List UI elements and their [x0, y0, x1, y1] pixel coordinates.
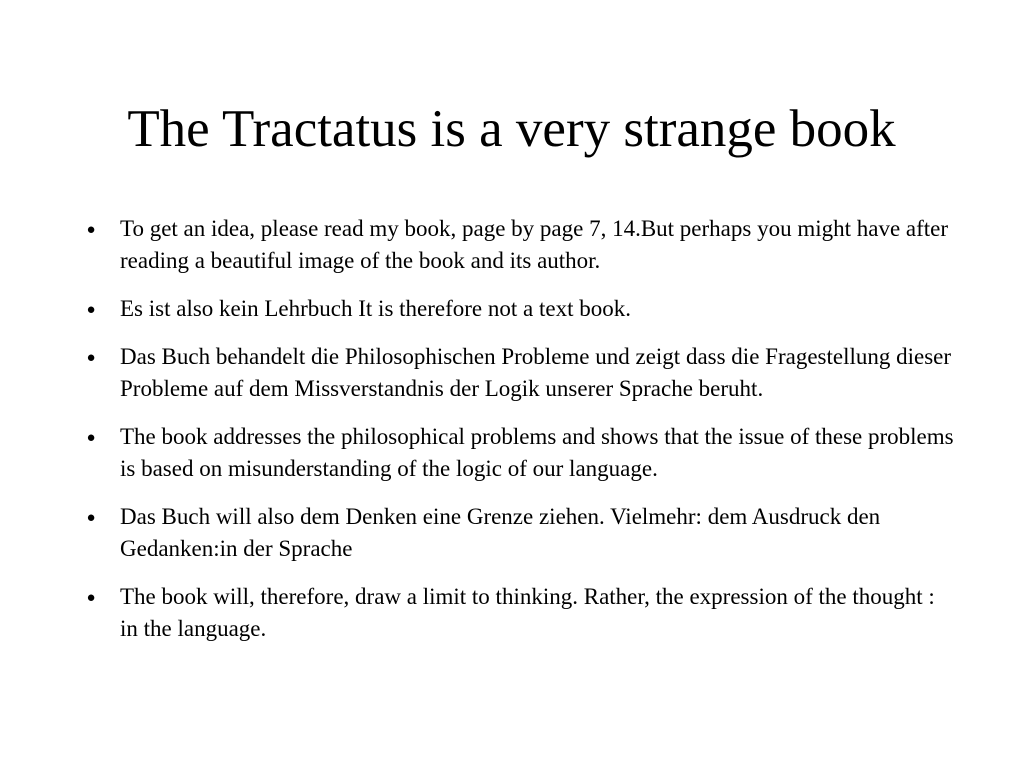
bullet-text: Das Buch will also dem Denken eine Grenze ziehen. Vielmehr: dem Ausdruck den Gedanken:in der Sprache	[120, 504, 881, 561]
bullet-text: Das Buch behandelt die Philosophischen Probleme und zeigt dass die Fragestellung dieser Probleme auf dem Missverstandnis der Logik unserer Sprache beruht.	[120, 344, 952, 401]
bullet-icon: ●	[86, 510, 96, 526]
list-item	[84, 341, 954, 405]
bullet-text: Es ist also kein Lehrbuch It is therefore not a text book.	[120, 296, 631, 321]
list-item	[84, 501, 954, 565]
list-item	[84, 421, 954, 485]
list-item	[84, 581, 954, 645]
bullet-text: To get an idea, please read my book, page by page 7, 14.But perhaps you might have after reading a beautiful image of the book and its author.	[120, 216, 949, 273]
bullet-text: The book addresses the philosophical problems and shows that the issue of these problems is based on misunderstanding of the logic of our language.	[120, 424, 954, 481]
list-item	[84, 293, 954, 325]
bullet-icon: ●	[86, 430, 96, 446]
bullet-icon: ●	[86, 350, 96, 366]
slide-title: The Tractatus is a very strange book	[127, 100, 896, 158]
bullet-icon: ●	[86, 302, 96, 318]
bullet-icon: ●	[86, 590, 96, 606]
list-item	[84, 213, 954, 277]
bullet-list	[84, 213, 954, 661]
bullet-icon: ●	[86, 222, 96, 238]
bullet-text: The book will, therefore, draw a limit to thinking. Rather, the expression of the thought : in the language.	[120, 584, 935, 641]
